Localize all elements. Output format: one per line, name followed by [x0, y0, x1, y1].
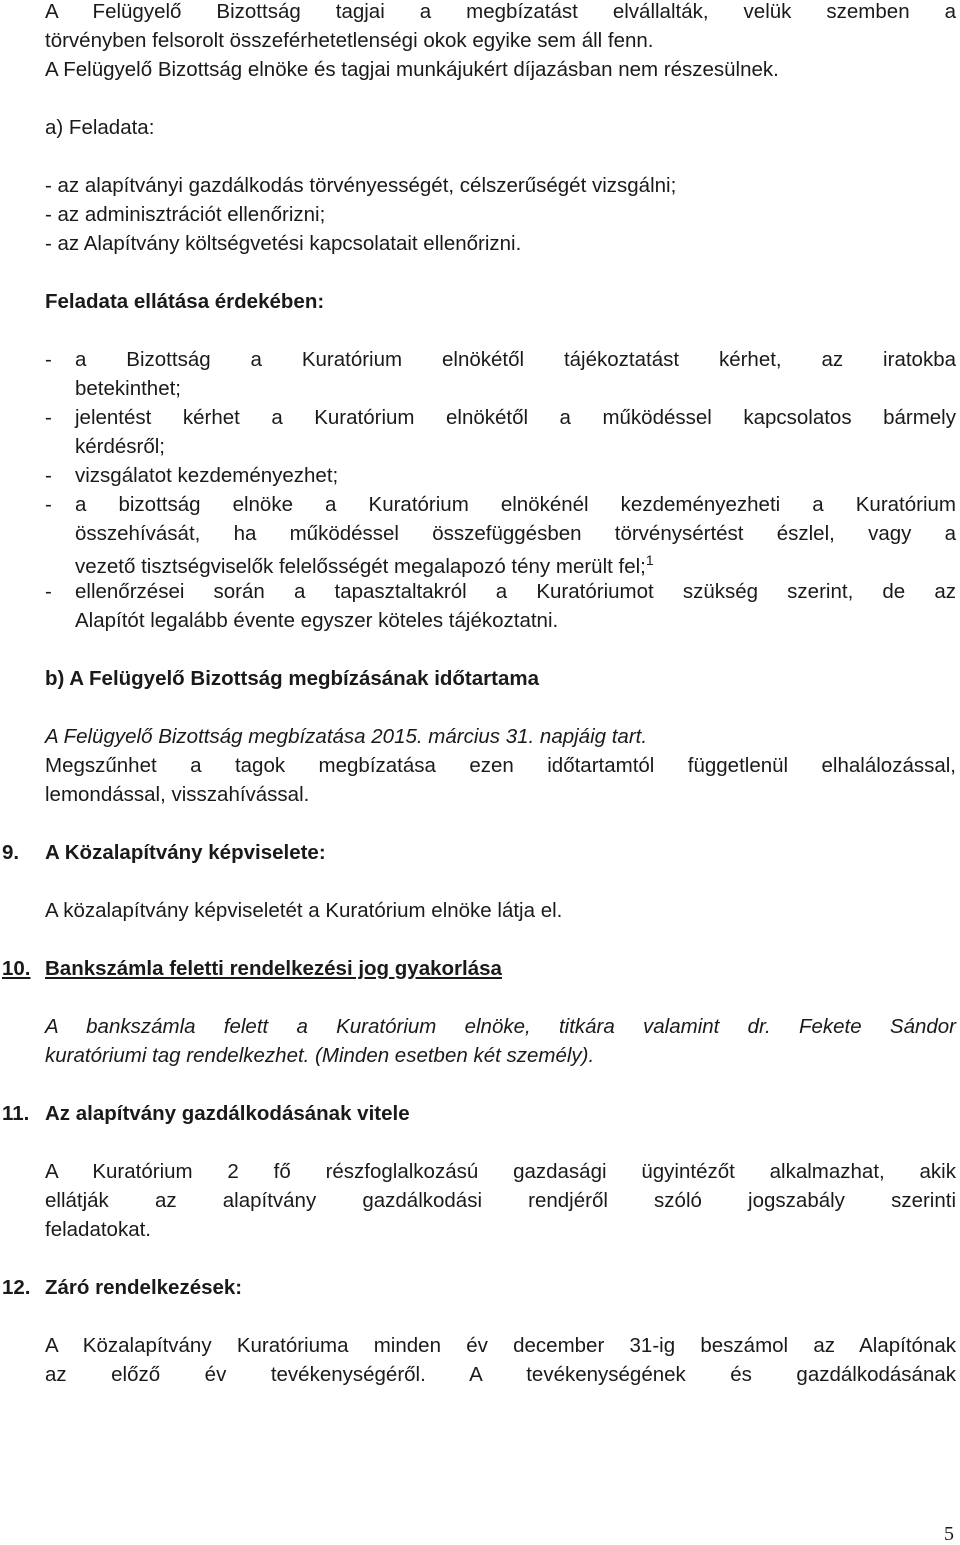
intro-line: A Felügyelő Bizottság tagjai a megbízatást elvállalták, velük szemben a: [45, 0, 956, 23]
section-title: A Közalapítvány képviselete:: [45, 841, 326, 864]
footnote-marker: 1: [645, 552, 654, 568]
paragraph-line: Megszűnhet a tagok megbízatása ezen időtartamtól függetlenül elhalálozással,: [45, 754, 956, 777]
paragraph-line: A bankszámla felett a Kuratórium elnöke, titkára valamint dr. Fekete Sándor: [45, 1015, 956, 1038]
list-item-text: jelentést kérhet a Kuratórium elnökétől a működéssel kapcsolatos bármely: [75, 406, 956, 429]
section-title: Záró rendelkezések:: [45, 1276, 243, 1299]
section-number: 10.: [2, 957, 31, 980]
section-number: 12.: [2, 1276, 31, 1299]
paragraph-line: A közalapítvány képviseletét a Kuratórium elnöke látja el.: [45, 899, 563, 922]
list-item-text: a Bizottság a Kuratórium elnökétől tájékoztatást kérhet, az iratokba: [75, 348, 956, 371]
section-number: 9.: [2, 841, 20, 864]
list-item: [45, 582, 956, 604]
list-item-text: betekinthet;: [75, 377, 181, 400]
paragraph-line: kuratóriumi tag rendelkezhet. (Minden esetben két személy).: [45, 1044, 595, 1067]
list-dash: -: [45, 348, 52, 371]
section-number: 11.: [2, 1102, 30, 1125]
list-item-text: Alapítót legalább évente egyszer köteles tájékoztatni.: [75, 609, 559, 632]
list-item: - az Alapítvány költségvetési kapcsolatait ellenőrizni.: [45, 232, 522, 255]
term-statement: A Felügyelő Bizottság megbízatása 2015. március 31. napjáig tart.: [45, 725, 648, 748]
section-title: Bankszámla feletti rendelkezési jog gyakorlása: [45, 957, 502, 980]
paragraph-line: ellátják az alapítvány gazdálkodási rendjéről szóló jogszabály szerinti: [45, 1189, 956, 1212]
list-dash: -: [45, 493, 52, 516]
list-item-text: kérdésről;: [75, 435, 166, 458]
list-item-text: összehívását, ha működéssel összefüggésben törvénysértést észlel, vagy a: [75, 522, 956, 545]
list-dash: -: [45, 406, 52, 429]
list-item: [45, 408, 956, 430]
list-item-text-part: vezető tisztségviselők felelősségét megalapozó tény merült fel;: [75, 555, 646, 578]
list-item-text: ellenőrzései során a tapasztaltakról a Kuratóriumot szükség szerint, de az: [75, 580, 956, 603]
list-item: [45, 495, 956, 517]
list-item-text: [75, 553, 654, 578]
list-item-text: vizsgálatot kezdeményezhet;: [75, 464, 339, 487]
section-title: Az alapítvány gazdálkodásának vitele: [45, 1102, 410, 1125]
list-dash: -: [45, 580, 52, 603]
paragraph-line: A Közalapítvány Kuratóriuma minden év december 31-ig beszámol az Alapítónak: [45, 1334, 956, 1357]
paragraph-line: feladatokat.: [45, 1218, 151, 1241]
page-number: 5: [944, 1523, 954, 1545]
list-item: [45, 350, 956, 372]
intro-line: A Felügyelő Bizottság elnöke és tagjai munkájukért díjazásban nem részesülnek.: [45, 58, 779, 81]
list-dash: -: [45, 464, 52, 487]
section-a-heading: a) Feladata:: [45, 116, 155, 139]
list-item: - az alapítványi gazdálkodás törvényességét, célszerűségét vizsgálni;: [45, 174, 677, 197]
list-item-text: a bizottság elnöke a Kuratórium elnökénél kezdeményezheti a Kuratórium: [75, 493, 956, 516]
intro-line: törvényben felsorolt összeférhetetlenségi okok egyike sem áll fenn.: [45, 29, 654, 52]
list-item: - az adminisztrációt ellenőrizni;: [45, 203, 326, 226]
paragraph-line: az előző év tevékenységéről. A tevékenységének és gazdálkodásának: [45, 1363, 956, 1386]
section-b-heading: b) A Felügyelő Bizottság megbízásának időtartama: [45, 667, 539, 690]
paragraph-line: A Kuratórium 2 fő részfoglalkozású gazdasági ügyintézőt alkalmazhat, akik: [45, 1160, 956, 1183]
tasks-heading: Feladata ellátása érdekében:: [45, 290, 325, 313]
paragraph-line: lemondással, visszahívással.: [45, 783, 310, 806]
list-item: [45, 466, 956, 488]
